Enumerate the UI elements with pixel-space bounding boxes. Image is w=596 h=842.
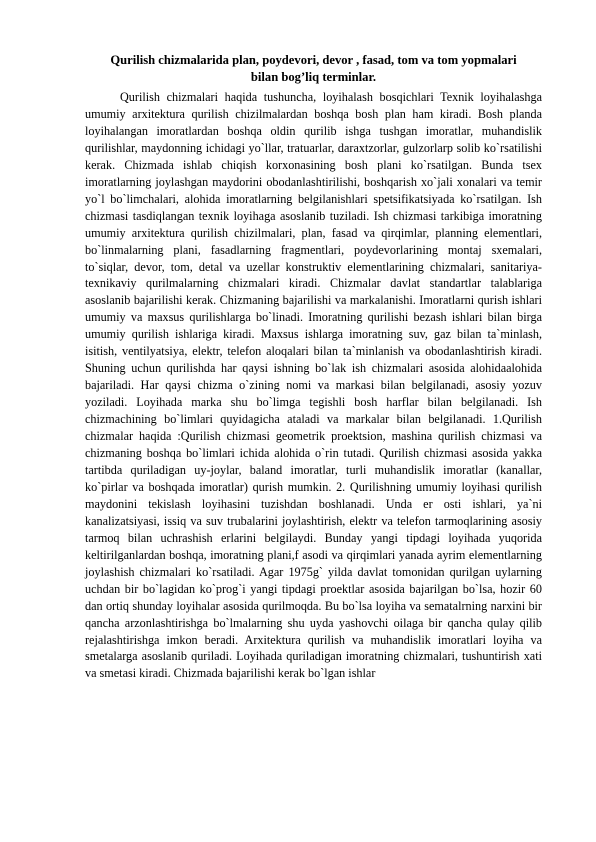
title-line-1: Qurilish chizmalarida plan, poydevori, devor , fasad, tom va tom yopmalari — [110, 53, 517, 67]
title-line-2: bilan bog’liq terminlar. — [250, 70, 377, 84]
document-page — [85, 52, 542, 682]
body-paragraph: Qurilish chizmalari haqida tushuncha, loyihalash bosqichlari Texnik loyihalashga umumiy arxitektura qurilish chizilmalardan boshqa bosh plan ham kiradi. Bosh planda loyihalangan imoratlardan boshqa oldin qurilib ishga tushgan imoratlar, muhandislik qurilishlar, maydonning ichidagi yo`llar, tratuarlar, daraxtzorlar, gulzorlarp solib ko`rsatilishi kerak. Chizmada ishlab chiqish korxonasining bosh plani ko`rsatilgan. Bunda tsex imoratlarning joylashgan maydorini obodanlashtirilishi, boshqarish xo`jali xonalari va temir yo`l bo`limchalari, alohida imoratlarning belgilanishlari spetsifikatsiyada ko`rsatilgan. Ish chizmasi tasdiqlangan texnik loyihaga asoslanib tuziladi. Ish chizmasi tarkibiga imoratning umumiy arxitektura qurilish chizilmalari, plan, fasad va qirqimlar, planning elementlari, bo`linmalarning plani, fasadlarning fragmentlari, poydevorlarining montaj sxemalari, to`siqlar, devor, tom, detal va uzellar konstruktiv elementlarining chizmalari, sanitariya-texnikaviy qurilmalarning chizmalari kiradi. Chizmalar davlat standartlar talablariga asoslanib bajarilishi kerak. Chizmaning bajarilishi va markalanishi. Imoratlarni qurish ishlari umumiy va maxsus qurilishlarga bo`linadi. Imoratning qurilishi bezash ishlari bilan birga umumiy qurilish ishlariga kiradi. Maxsus ishlarga imoratning suv, gaz bilan ta`minlash, isitish, ventilyatsiya, elektr, telefon aloqalari bilan ta`minlanish va obodanlashtirish kiradi. Shuning uchun qurilishda har qaysi ishning bo`lak ish chizmalari asosida alohidaalohida bajariladi. Har qaysi chizma o`zining nomi va markasi bilan belgilanadi, asosiy yozuv yoziladi. Loyihada marka shu bo`limga tegishli bosh harflar bilan belgilanadi. Ish chizmachining bo`limlari quyidagicha ataladi va markalar bilan belgilanadi. 1.Qurilish chizmalar haqida :Qurilish chizmasi geometrik proektsion, mashina qurilish chizmasi va chizmaning boshqa bo`limlari ichida alohida o`rin tutadi. Qurilish chizmasi asosida yakka tartibda quriladigan uy-joylar, baland imoratlar, turli muhandislik imoratlar (kanallar, ko`pirlar va boshqada imoratlar) qurish mumkin. 2. Qurilishning umumiy loyihasi qurilish maydonini tekislash loyihasini tuzishdan boshlanadi. Unda er osti ishlari, ya`ni kanalizatsiyasi, issiq va suv trubalarini joylashtirish, elektr va telefon tarmoqlarining asosiy tarmoq bilan uchrashish erlarini belgilaydi. Bunday yangi tipdagi loyihada yuqorida keltirilganlardan boshqa, imoratning plani,f asodi va qirqimlari yanada ayrim elementlarning joylashish chizmalari ko`rsatiladi. Agar 1975g` yilda davlat tomonidan qurilgan uylarning uchdan bir bo`lagidan ko`prog`i yangi tipdagi proektlar asosida bajarilgan bo`lsa, hozir 60 dan ortiq shunday loyihalar asosida qurilmoqda. Bu bo`lsa loyiha va sematalrning narxini bir qancha arzonlashtirishga bo`lmalarning shu uyda yashovchi oilaga bir qancha qulay qilib rejalashtirishga imkon beradi. Arxitektura qurilish va muhandislik imoratlari loyiha va smetalarga asoslanib quriladi. Loyihada quriladigan imoratning chizmalari, tushuntirish xati va smetasi kiradi. Chizmada bajarilishi kerak bo`lgan ishlar — [85, 90, 542, 681]
document-title — [85, 52, 542, 86]
